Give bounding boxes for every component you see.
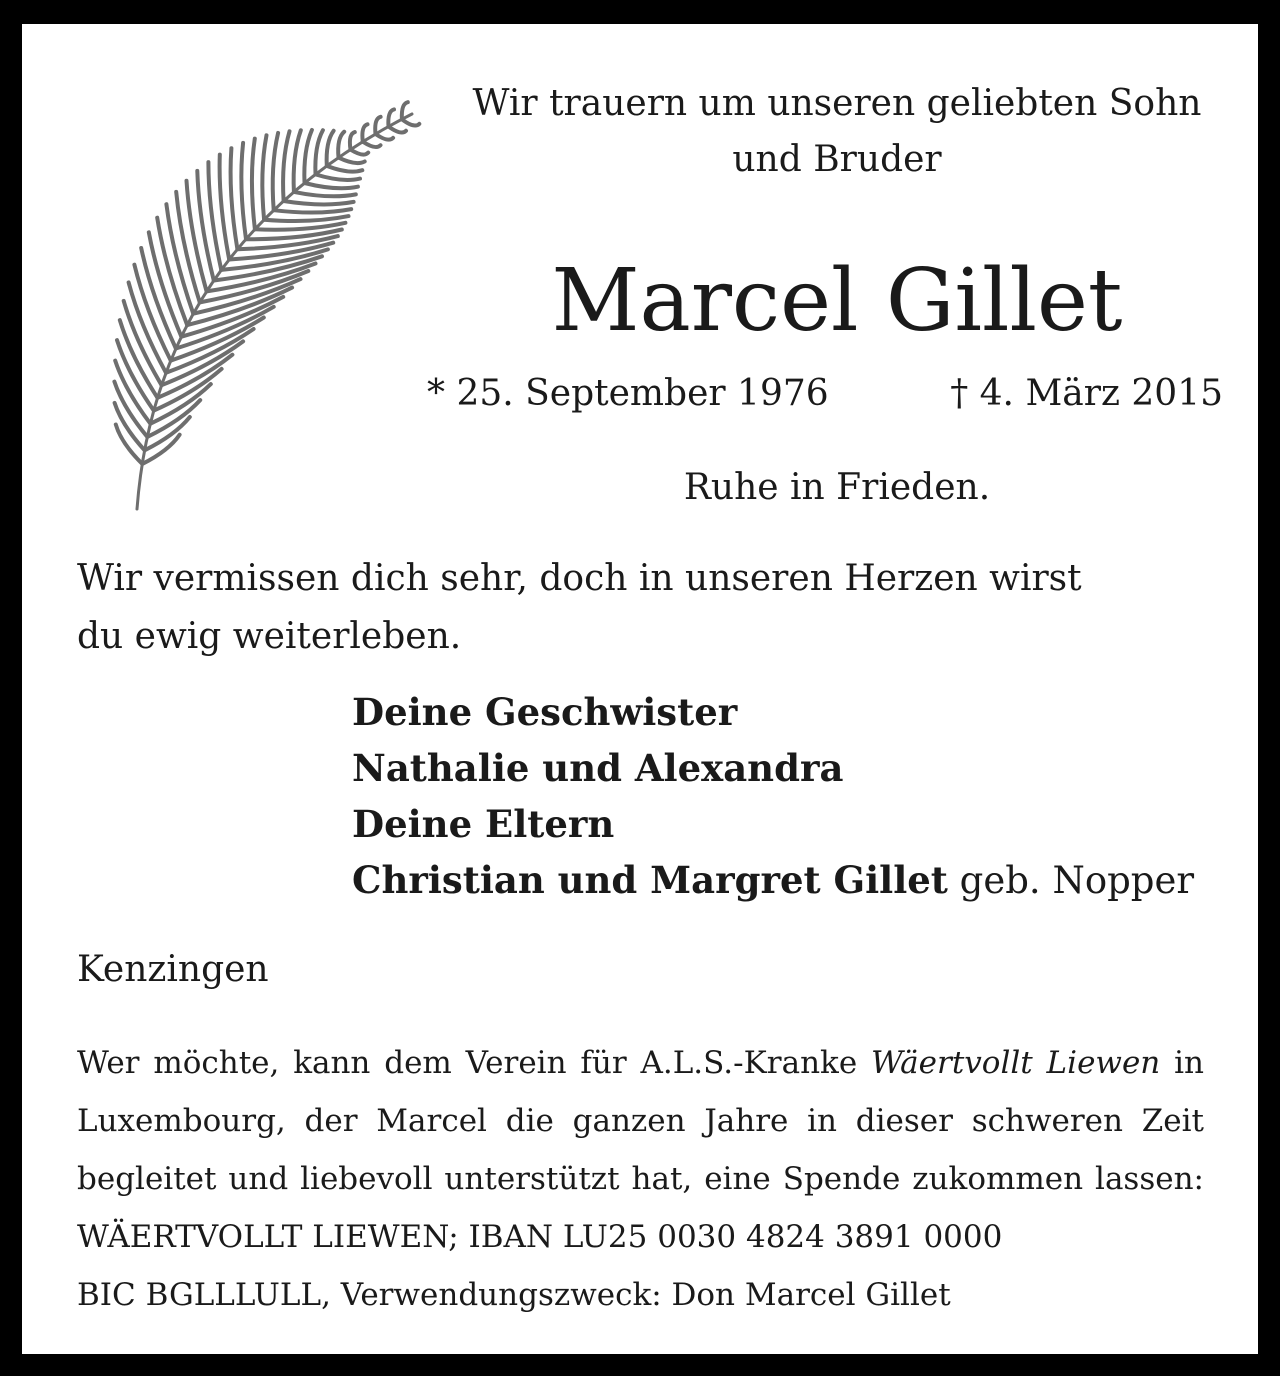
- message-line-1: Wir vermissen dich sehr, doch in unseren Herzen wirst: [77, 558, 1082, 599]
- family-line-3: Deine Eltern: [352, 802, 615, 846]
- intro-text: [422, 76, 1252, 188]
- family-line-1: Deine Geschwister: [352, 690, 738, 734]
- donation-part-2: in Luxembourg, der Marcel die ganzen Jahre in dieser schweren Zeit begleitet und liebevoll unterstützt hat, eine Spende zukommen lassen: WÄERTVOLLT LIEWEN; IBAN LU25 0030 4824 3891 0000: [77, 1045, 1204, 1255]
- donation-text: [77, 1034, 1204, 1324]
- place: Kenzingen: [77, 949, 269, 990]
- deceased-name: Marcel Gillet: [551, 251, 1123, 351]
- intro-line-1: Wir trauern um unseren geliebten Sohn: [472, 83, 1202, 124]
- donation-part-1: Wer möchte, kann dem Verein für A.L.S.-Kranke: [77, 1045, 858, 1081]
- death-date: † 4. März 2015: [950, 373, 1223, 414]
- donation-part-3: BIC BGLLLULL, Verwendungszweck: Don Marcel Gillet: [77, 1277, 951, 1313]
- parents-names: Christian und Margret Gillet: [352, 858, 948, 902]
- family-line-4: [352, 852, 1194, 909]
- life-dates: [427, 366, 1223, 422]
- family-signature: [352, 684, 1194, 909]
- rest-in-peace: Ruhe in Frieden.: [683, 467, 991, 508]
- message-line-2: du ewig weiterleben.: [77, 616, 462, 657]
- family-line-2: Nathalie und Alexandra: [352, 746, 844, 790]
- birth-date: * 25. September 1976: [427, 373, 829, 414]
- organization-name: Wäertvollt Liewen: [871, 1045, 1161, 1081]
- maiden-name: geb. Nopper: [959, 859, 1195, 902]
- memorial-message: [77, 550, 1204, 666]
- obituary-notice: [22, 24, 1258, 1354]
- intro-line-2: und Bruder: [732, 139, 942, 180]
- palm-leaf-icon: [97, 94, 427, 514]
